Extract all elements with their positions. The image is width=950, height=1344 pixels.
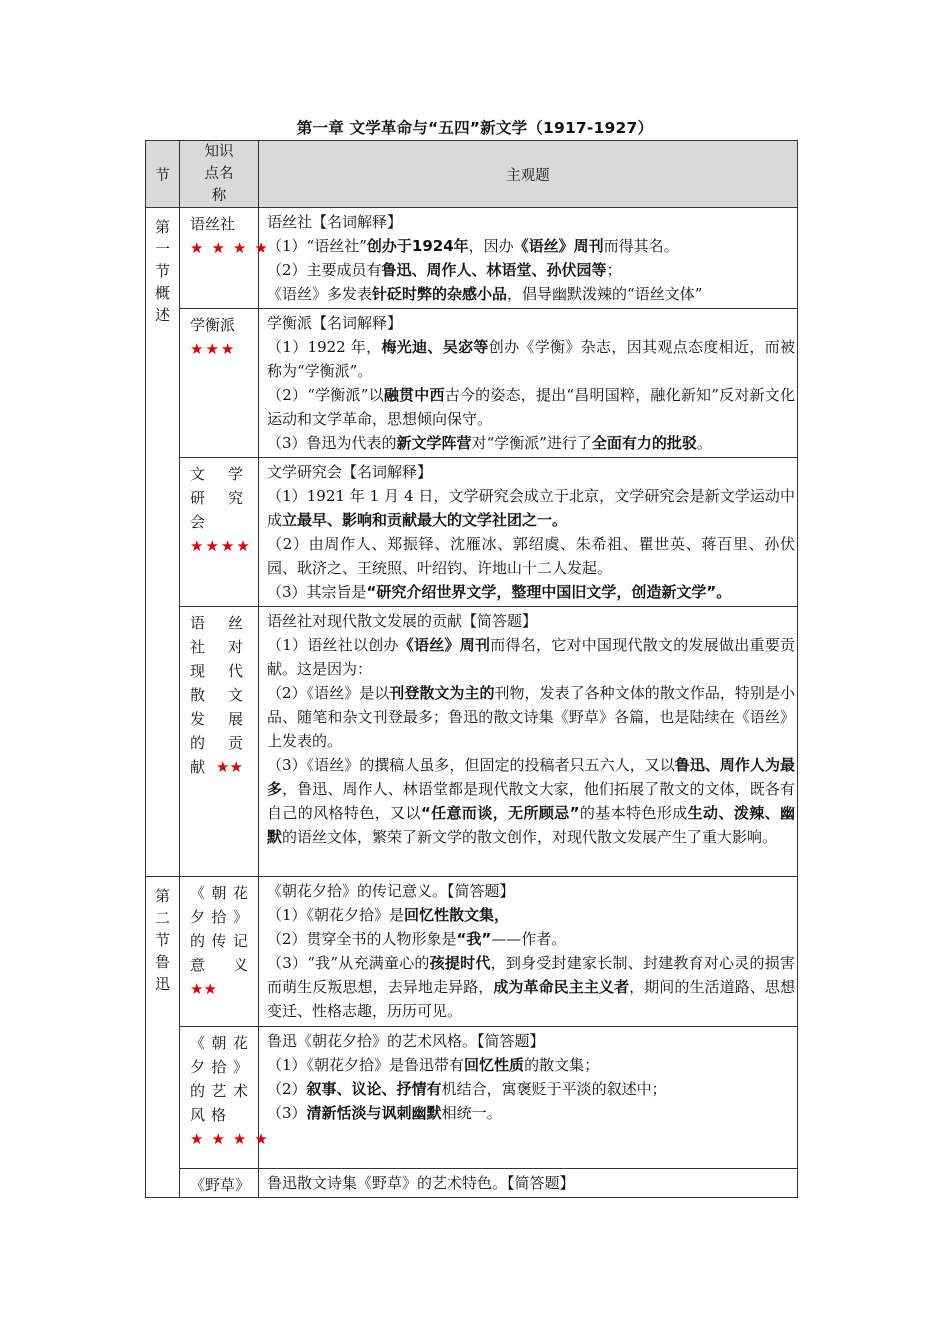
text-segment: （1）《朝花夕拾》是鲁迅带有 bbox=[267, 1056, 465, 1074]
point-cell bbox=[180, 607, 259, 877]
text-segment: 学衡派【名词解释】 bbox=[267, 314, 403, 332]
content-line bbox=[267, 282, 795, 306]
text-segment: ，到身受封建家长制、封建教育对心灵的损害而萌生反叛思想，去异地走异路， bbox=[267, 954, 795, 996]
section-char: 迅 bbox=[154, 975, 170, 993]
bold-segment: 新文学阵营 bbox=[396, 434, 472, 452]
table-row bbox=[146, 309, 798, 458]
text-segment: ，倡导幽默泼辣的“语丝文体” bbox=[507, 285, 703, 303]
text-segment: （2）由周作人、郑振铎、沈雁冰、郭绍虞、朱希祖、瞿世英、蒋百里、孙伏园、耿济之、王统照、叶绍钧、许地山十二人发起。 bbox=[267, 535, 795, 577]
bold-segment: “任意而谈，无所顾忌” bbox=[420, 804, 580, 822]
content-heading bbox=[267, 1029, 795, 1053]
bold-segment: “我” bbox=[456, 930, 492, 948]
section-char: 第 bbox=[154, 218, 170, 236]
bold-segment: 创办于1924年 bbox=[366, 237, 469, 255]
point-cell bbox=[180, 458, 259, 607]
text-segment: （1）《朝花夕拾》是 bbox=[267, 906, 405, 924]
content-line bbox=[267, 532, 795, 580]
table-header-row bbox=[146, 141, 798, 208]
text-segment: 机结合，寓褒贬于平淡的叙述中； bbox=[441, 1080, 667, 1098]
content-line bbox=[267, 258, 795, 282]
content-line bbox=[267, 580, 795, 604]
content-line bbox=[267, 681, 795, 753]
content-heading bbox=[267, 210, 795, 234]
text-segment: ——作者。 bbox=[491, 930, 567, 948]
bold-segment: “研究介绍世界文学，整理中国旧文学，创造新文学”。 bbox=[366, 583, 732, 601]
text-segment: （2）《语丝》是以 bbox=[267, 684, 390, 702]
star-rating: ★★ bbox=[190, 980, 217, 998]
bold-segment: 叙事、议论、抒情有 bbox=[306, 1080, 442, 1098]
text-segment: 语丝社对现代散文发展的贡献【简答题】 bbox=[267, 612, 538, 630]
text-segment: ，因办 bbox=[468, 237, 514, 255]
text-segment: 《语丝》多发表 bbox=[267, 285, 373, 303]
bold-segment: 鲁迅、周作人、林语堂、孙伏园等 bbox=[381, 261, 607, 279]
content-line bbox=[267, 335, 795, 383]
bold-segment: 回忆性质 bbox=[464, 1056, 525, 1074]
page-title: 第一章 文学革命与“五四”新文学（1917-1927） bbox=[296, 119, 654, 137]
bold-segment: 针砭时弊的杂感小品 bbox=[372, 285, 508, 303]
point-name: 《野草》 bbox=[190, 1176, 251, 1194]
section-char: 二 bbox=[154, 909, 170, 927]
text-segment: 创办《学衡》杂志，因其观点态度相近，而被称为“学衡派”。 bbox=[267, 338, 795, 380]
text-segment: 刊物，发表了各种文体的散文作品，特别是小品、随笔和杂文刊登最多；鲁迅的散文诗集《野草》各篇，也是陆续在《语丝》上发表的。 bbox=[267, 684, 795, 750]
content-line bbox=[267, 951, 795, 1023]
bold-segment: 刊登散文为主的 bbox=[389, 684, 495, 702]
text-segment: （2）“学衡派”以 bbox=[267, 386, 384, 404]
section-char: 概 bbox=[154, 284, 170, 302]
text-segment: ，鲁迅、周作人、林语堂都是现代散文大家，他们拓展了散文的文体，既各有自己的风格特色，又以 bbox=[267, 780, 795, 822]
section-char: 第 bbox=[154, 887, 170, 905]
bold-segment: 回忆性散文集， bbox=[404, 906, 510, 924]
bold-segment: 《语丝》周刊 bbox=[398, 636, 491, 654]
content-cell bbox=[259, 1027, 798, 1169]
point-cell bbox=[180, 1027, 276, 1169]
knowledge-table bbox=[145, 140, 798, 1198]
text-segment: 鲁迅散文诗集《野草》的艺术特色。【简答题】 bbox=[267, 1174, 575, 1192]
point-cell bbox=[180, 309, 259, 458]
content-heading bbox=[267, 879, 795, 903]
bold-segment: 鲁迅、周作人为最多 bbox=[267, 756, 795, 798]
content-line bbox=[267, 383, 795, 431]
star-rating: ★★★★ bbox=[190, 1130, 276, 1148]
content-line bbox=[267, 234, 795, 258]
content-line bbox=[267, 927, 795, 951]
text-segment: 。 bbox=[696, 434, 712, 452]
text-segment: 对“学衡派”进行了 bbox=[471, 434, 592, 452]
header-point: 知识点名称 bbox=[180, 141, 259, 208]
text-segment: 相统一。 bbox=[441, 1104, 502, 1122]
point-name: 语丝社 bbox=[190, 215, 236, 233]
table-row bbox=[146, 208, 798, 309]
star-rating: ★★★ bbox=[190, 340, 237, 358]
content-cell bbox=[259, 458, 798, 607]
section-char: 述 bbox=[154, 306, 170, 324]
text-segment: ，期间的生活道路、思想变迁、性格志趣，历历可见。 bbox=[267, 978, 795, 1020]
table-row bbox=[146, 607, 798, 877]
content-heading bbox=[267, 609, 795, 633]
header-subjective: 主观题 bbox=[259, 141, 798, 208]
text-segment: （1）1921 年 1 月 4 日，文学研究会成立于北京，文学研究会是新文学运动中成 bbox=[267, 487, 795, 529]
point-cell bbox=[180, 208, 276, 309]
content-cell bbox=[259, 877, 798, 1027]
text-segment: （3）“我”从充满童心的 bbox=[267, 954, 430, 972]
text-segment: 古今的姿态，提出“昌明国粹，融化新知”反对新文化运动和文学革命，思想倾向保守。 bbox=[267, 386, 795, 428]
bold-segment: 全面有力的批驳 bbox=[591, 434, 697, 452]
section-char: 节 bbox=[154, 262, 170, 280]
content-line bbox=[267, 753, 795, 849]
section-cell-2 bbox=[146, 877, 180, 1198]
text-segment: （1）“语丝社” bbox=[267, 237, 367, 255]
point-name: 语丝社对现代散文发展的贡献★★ bbox=[190, 614, 254, 776]
text-segment: （3）《语丝》的撰稿人虽多，但固定的投稿者只五六人，又以 bbox=[267, 756, 675, 774]
content-line bbox=[267, 1053, 795, 1077]
content-heading bbox=[267, 1171, 795, 1195]
section-char: 节 bbox=[154, 931, 170, 949]
content-cell bbox=[259, 208, 798, 309]
bold-segment: 清新恬淡与讽刺幽默 bbox=[306, 1104, 442, 1122]
text-segment: 文学研究会【名词解释】 bbox=[267, 463, 433, 481]
content-line bbox=[267, 431, 795, 455]
text-segment: （3）鲁迅为代表的 bbox=[267, 434, 397, 452]
text-segment: （2）贯穿全书的人物形象是 bbox=[267, 930, 457, 948]
text-segment: （1）语丝社以创办 bbox=[267, 636, 399, 654]
bold-segment: 融贯中西 bbox=[383, 386, 445, 404]
bold-segment: 《语丝》周刊 bbox=[513, 237, 604, 255]
header-section: 节 bbox=[146, 141, 180, 208]
content-heading bbox=[267, 460, 795, 484]
text-segment: 而得其名。 bbox=[603, 237, 679, 255]
star-rating: ★★★★ bbox=[190, 537, 252, 555]
text-segment: 的基本特色形成 bbox=[579, 804, 688, 822]
table-row bbox=[146, 458, 798, 607]
table-row bbox=[146, 877, 798, 1027]
content-line bbox=[267, 1077, 795, 1101]
bold-segment: 成为革命民主主义者 bbox=[493, 978, 630, 996]
star-rating: ★★★★ bbox=[190, 239, 276, 257]
point-cell bbox=[180, 877, 259, 1027]
text-segment: （3）其宗旨是 bbox=[267, 583, 367, 601]
table-row bbox=[146, 1169, 798, 1198]
text-segment: （1）1922 年， bbox=[267, 338, 382, 356]
text-segment: 鲁迅《朝花夕拾》的艺术风格。【简答题】 bbox=[267, 1032, 545, 1050]
point-name: 《朝花夕拾》的传记意义★★ bbox=[190, 884, 254, 998]
point-cell bbox=[180, 1169, 259, 1198]
content-heading bbox=[267, 311, 795, 335]
point-name: 文学研究会★★★★ bbox=[190, 465, 254, 555]
bold-segment: 生动、泼辣、幽默 bbox=[267, 804, 795, 846]
content-cell bbox=[259, 607, 798, 877]
text-segment: （3） bbox=[267, 1104, 307, 1122]
text-segment: 的语丝文体，繁荣了新文学的散文创作，对现代散文发展产生了重大影响。 bbox=[282, 828, 778, 846]
content-line bbox=[267, 903, 795, 927]
point-name: 《朝花夕拾》的艺术风格 bbox=[190, 1034, 254, 1124]
text-segment: 《朝花夕拾》的传记意义。【简答题】 bbox=[267, 882, 515, 900]
bold-segment: 立最早、影响和贡献最大的文学社团之一。 bbox=[282, 511, 568, 529]
text-segment: （2） bbox=[267, 1080, 307, 1098]
section-char: 鲁 bbox=[154, 953, 170, 971]
bold-segment: 孩提时代 bbox=[429, 954, 491, 972]
star-rating: ★★ bbox=[216, 758, 243, 776]
text-segment: ； bbox=[606, 261, 622, 279]
point-name: 学衡派 bbox=[190, 316, 236, 334]
text-segment: 语丝社【名词解释】 bbox=[267, 213, 403, 231]
bold-segment: 梅光迪、吴宓等 bbox=[381, 338, 489, 356]
content-line bbox=[267, 484, 795, 532]
content-line bbox=[267, 633, 795, 681]
content-cell bbox=[259, 1169, 798, 1198]
section-char: 一 bbox=[154, 240, 170, 258]
text-segment: 而得名，它对中国现代散文的发展做出重要贡献。这是因为： bbox=[267, 636, 795, 678]
content-cell bbox=[259, 309, 798, 458]
section-cell-1 bbox=[146, 208, 180, 877]
text-segment: 的散文集； bbox=[524, 1056, 600, 1074]
text-segment: （2）主要成员有 bbox=[267, 261, 382, 279]
content-line bbox=[267, 1101, 795, 1125]
table-row bbox=[146, 1027, 798, 1169]
